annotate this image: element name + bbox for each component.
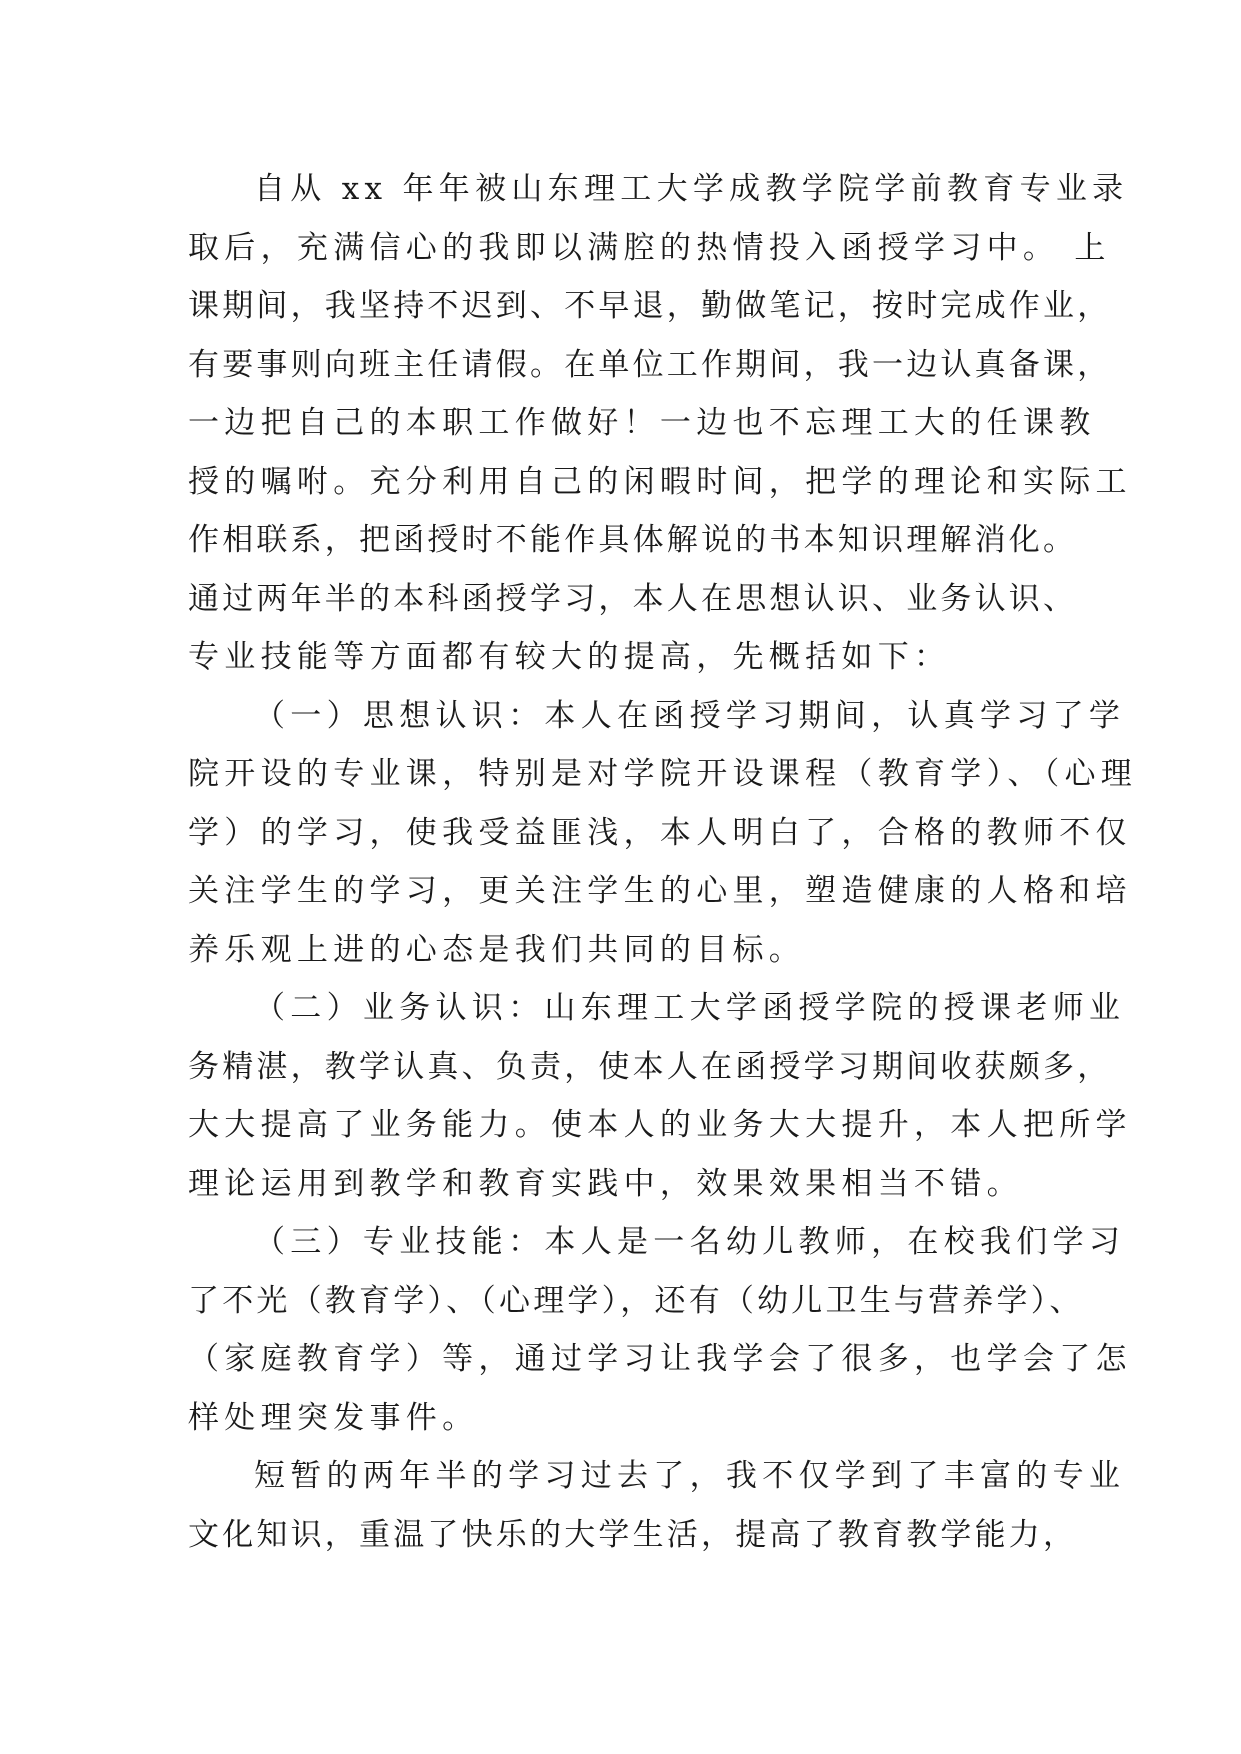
paragraph-section-2 — [188, 979, 1132, 1213]
paragraph-section-3 — [188, 1213, 1132, 1447]
text-line: 课期间，我坚持不迟到、不早退，勤做笔记，按时完成作业， — [188, 288, 1112, 324]
text-line: 自从 xx 年年被山东理工大学成教学院学前教育专业录 — [254, 171, 1129, 207]
text-line: 短暂的两年半的学习过去了，我不仅学到了丰富的专业 — [254, 1458, 1126, 1494]
paragraph-conclusion — [188, 1447, 1126, 1564]
text-line: 养乐观上进的心态是我们共同的目标。 — [188, 931, 806, 968]
text-line: 关注学生的学习，更关注学生的心里，塑造健康的人格和培 — [188, 873, 1132, 909]
text-line: 文化知识，重温了快乐的大学生活，提高了教育教学能力， — [188, 1516, 1078, 1553]
text-line: 了不光（教育学）、（心理学），还有（幼儿卫生与营养学）、 — [188, 1282, 1084, 1319]
text-line: （家庭教育学）等，通过学习让我学会了很多，也学会了怎 — [188, 1341, 1132, 1377]
text-line: （一）思想认识：本人在函授学习期间，认真学习了学 — [254, 697, 1126, 734]
text-line: 大大提高了业务能力。使本人的业务大大提升，本人把所学 — [188, 1107, 1132, 1143]
text-line: 样处理突发事件。 — [188, 1399, 479, 1436]
document-body — [188, 160, 1138, 1564]
paragraph-intro — [188, 160, 1132, 687]
paragraph-section-1 — [188, 687, 1138, 980]
text-line: 取后，充满信心的我即以满腔的热情投入函授学习中。 上 — [188, 229, 1111, 266]
text-line: 院开设的专业课，特别是对学院开设课程（教育学）、（心理 — [188, 756, 1138, 792]
text-line: 理论运用到教学和教育实践中，效果效果相当不错。 — [188, 1165, 1023, 1202]
text-line: 通过两年半的本科函授学习，本人在思想认识、业务认识、 — [188, 580, 1078, 617]
text-line: 授的嘱咐。充分利用自己的闲暇时间，把学的理论和实际工 — [188, 463, 1132, 500]
text-line: 专业技能等方面都有较大的提高，先概括如下： — [188, 639, 951, 675]
text-line: 作相联系，把函授时不能作具体解说的书本知识理解消化。 — [188, 522, 1078, 558]
text-line: 一边把自己的本职工作做好！一边也不忘理工大的任课教 — [188, 405, 1096, 441]
text-line: 有要事则向班主任请假。在单位工作期间，我一边认真备课， — [188, 346, 1112, 383]
text-line: （二）业务认识：山东理工大学函授学院的授课老师业 — [254, 990, 1126, 1026]
text-line: （三）专业技能：本人是一名幼儿教师，在校我们学习 — [254, 1224, 1126, 1260]
text-line: 务精湛，教学认真、负责，使本人在函授学习期间收获颇多， — [188, 1048, 1112, 1085]
text-line: 学）的学习，使我受益匪浅，本人明白了，合格的教师不仅 — [188, 814, 1132, 851]
